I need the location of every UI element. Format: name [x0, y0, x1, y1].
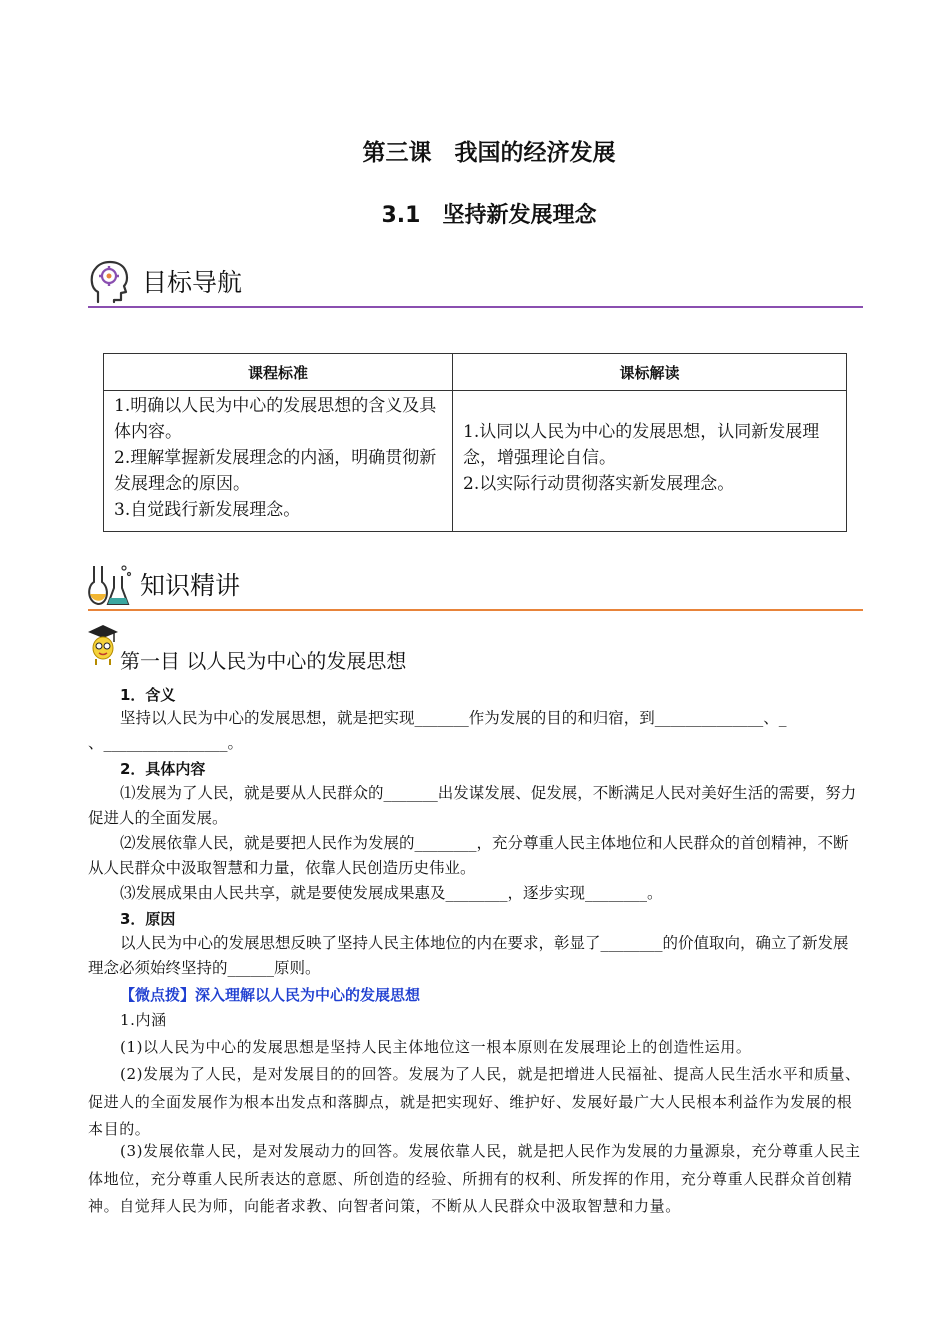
- course-standards-cell: [104, 391, 453, 532]
- tip-connotation-heading: 1.内涵: [120, 1011, 167, 1029]
- standard-item: 3.自觉践行新发展理念。: [114, 500, 301, 520]
- tip-point-2: (2)发展为了人民，是对发展目的的回答。发展为了人民，就是把增进人民福祉、提高人民生活水平和质量、促进人的全面发展作为根本出发点和落脚点，就是把实现好、维护好、发展好最广大人民根本利益作为发展的根本目的。: [88, 1065, 861, 1138]
- content-point-3: ⑶发展成果由人民共享，就是要使发展成果惠及________，逐步实现________。: [120, 884, 663, 902]
- item1-title: 第一目 以人民为中心的发展思想: [120, 649, 407, 673]
- standards-table: [103, 353, 847, 532]
- content-point-2: ⑵发展依靠人民，就是要把人民作为发展的________，充分尊重人民主体地位和人民群众的首创精神，不断从人民群众中汲取智慧和力量，依靠人民创造历史伟业。: [88, 834, 849, 877]
- col1-header: 课程标准: [104, 354, 453, 391]
- head-gear-icon: [88, 258, 132, 304]
- standard-item: 1.明确以人民为中心的发展思想的含义及具体内容。: [114, 396, 437, 442]
- section-title: 3.1 坚持新发展理念: [381, 203, 597, 228]
- goal-nav-title: 目标导航: [142, 268, 243, 297]
- tip-point-1: (1)以人民为中心的发展思想是坚持人民主体地位这一根本原则在发展理论上的创造性运用。: [120, 1038, 752, 1056]
- content-point-1: ⑴发展为了人民，就是要从人民群众的_______出发谋发展、促发展，不断满足人民对美好生活的需要，努力促进人的全面发展。: [88, 784, 857, 827]
- meaning-heading: 1．含义: [120, 686, 176, 704]
- col2-header: 课标解读: [453, 354, 847, 391]
- knowledge-title: 知识精讲: [140, 571, 241, 600]
- tip-point-3: (3)发展依靠人民，是对发展动力的回答。发展依靠人民，就是把人民作为发展的力量源泉，充分尊重人民主体地位，充分尊重人民所表达的意愿、所创造的经验、所拥有的权利、所发挥的作用，充分尊重人民群众首创精神。自觉拜人民为师，向能者求教、向智者问策，不断从人民群众中汲取智慧和力量。: [88, 1142, 861, 1215]
- tip-title: 【微点拨】深入理解以人民为中心的发展思想: [120, 986, 421, 1004]
- reading-item: 1.认同以人民为中心的发展思想，认同新发展理念，增强理论自信。: [463, 422, 820, 468]
- standards-reading-cell: [453, 391, 847, 532]
- content-heading: 2．具体内容: [120, 760, 206, 778]
- flask-icon: [86, 562, 132, 608]
- reading-item: 2.以实际行动贯彻落实新发展理念。: [463, 474, 735, 494]
- knowledge-divider: [88, 609, 863, 611]
- graduate-mascot-icon: [86, 622, 120, 666]
- reason-heading: 3．原因: [120, 910, 176, 928]
- goal-nav-divider: [88, 306, 863, 308]
- meaning-paragraph: 坚持以人民为中心的发展思想，就是把实现_______作为发展的目的和归宿，到______________、_: [120, 709, 787, 727]
- lesson-title: 第三课 我国的经济发展: [362, 140, 616, 166]
- meaning-paragraph-cont: 、________________。: [88, 734, 244, 752]
- standard-item: 2.理解掌握新发展理念的内涵，明确贯彻新发展理念的原因。: [114, 448, 437, 494]
- reason-paragraph: 以人民为中心的发展思想反映了坚持人民主体地位的内在要求，彰显了________的价值取向，确立了新发展理念必须始终坚持的______原则。: [88, 934, 849, 977]
